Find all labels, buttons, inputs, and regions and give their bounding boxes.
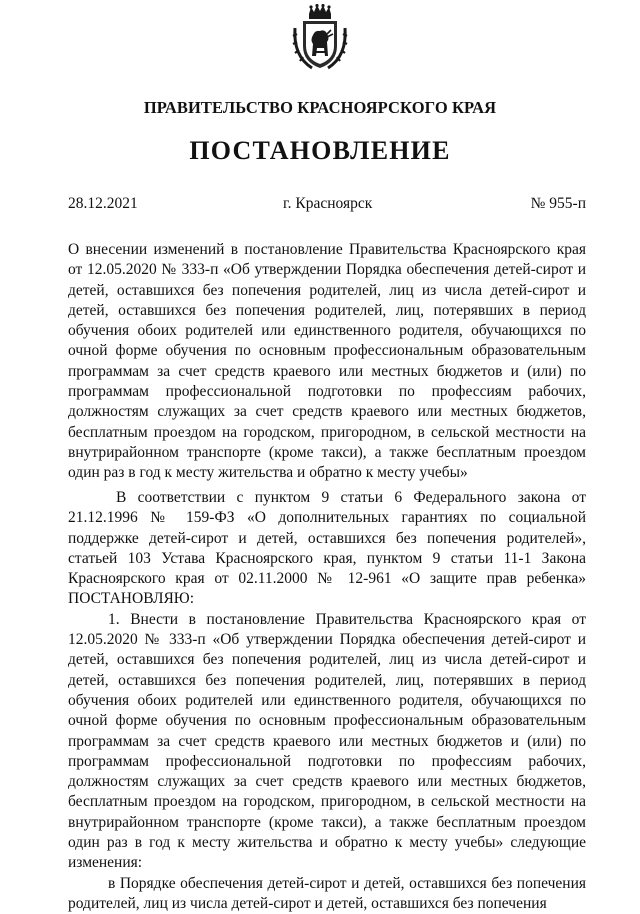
document-body <box>68 488 586 914</box>
item-1-paragraph: 1. Внести в постановление Правительства Красноярского края от 12.05.2020 № 333-п «Об утверждении Порядка обеспечения детей-сирот и детей, оставшихся без попечения родителей, лиц из числа детей-сирот и детей, оставшихся без попечения родителей, лиц, потерявших в период обучения обоих родителей или единственного родителя, обучающихся по очной форме обучения по основным профессиональным образовательным программам за счет средств краевого или местных бюджетов и (или) по программам профессиональной подготовки по профессиям рабочих, должностям служащих за счет средств краевого или местных бюджетов, бесплатным проездом на городском, пригородном, в сельской местности на внутрирайонном транспорте (кроме такси), а также бесплатным проездом один раз в год к месту жительства и обратно к месту учебы» следующие изменения: <box>68 610 586 872</box>
document-type-title: ПОСТАНОВЛЕНИЕ <box>189 136 451 165</box>
preamble-paragraph: В соответствии с пунктом 9 статьи 6 Федерального закона от 21.12.1996 № 159-ФЗ «О дополнительных гарантиях по социальной поддержке детей-сирот и детей, оставшихся без попечения родителей», статьей 103 Устава Красноярского края, пунктом 9 статьи 11-1 Закона Красноярского края от 02.11.2000 № 12-961 «О защите прав ребенка» ПОСТАНОВЛЯЮ: <box>68 489 586 608</box>
krasnoyarsk-coat-of-arms-icon <box>290 4 350 72</box>
document-date: 28.12.2021 <box>68 195 138 212</box>
document-subject: О внесении изменений в постановление Правительства Красноярского края от 12.05.2020 № 333-п «Об утверждении Порядка обеспечения детей-сирот и детей, оставшихся без попечения родителей, лиц из числа детей-сирот и детей, оставшихся без попечения родителей, лиц, потерявших в период обучения обоих родителей или единственного родителя, обучающихся по очной форме обучения по основным профессиональным образовательным программам за счет средств краевого или местных бюджетов и (или) по программам профессиональной подготовки по профессиям рабочих, должностям служащих за счет средств краевого или местных бюджетов, бесплатным проездом на городском, пригородном, в сельской местности на внутрирайонном транспорте (кроме такси), а также бесплатным проездом один раз в год к месту жительства и обратно к месту учебы» <box>68 241 586 482</box>
government-title: ПРАВИТЕЛЬСТВО КРАСНОЯРСКОГО КРАЯ <box>143 98 497 117</box>
document-number: № 955-п <box>530 195 586 212</box>
document-city: г. Красноярск <box>283 195 373 212</box>
document-title-block <box>68 240 586 484</box>
subitem-paragraph: в Порядке обеспечения детей-сирот и детей, оставшихся без попечения родителей, лиц из числа детей-сирот и детей, оставшихся без попечения <box>68 874 586 912</box>
